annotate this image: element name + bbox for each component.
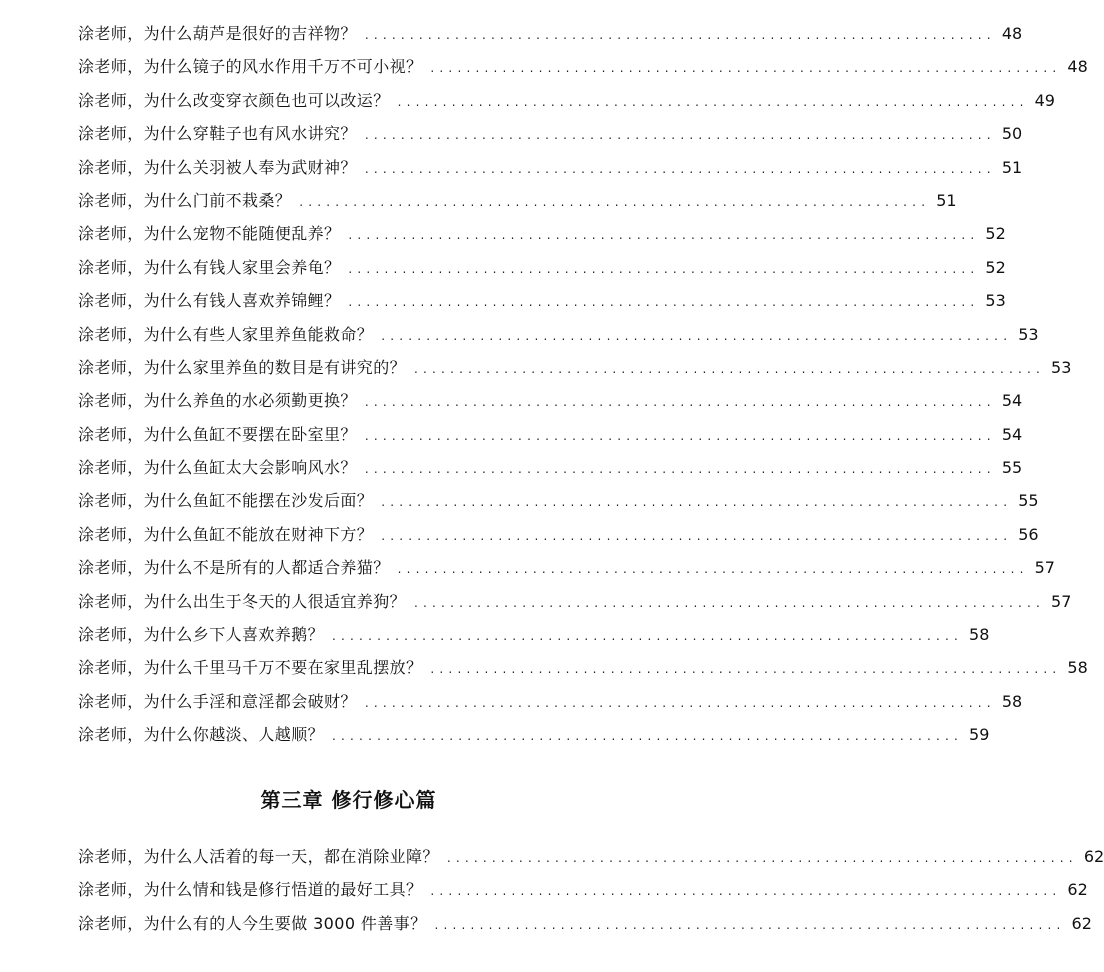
toc-entry-page-number: 52 xyxy=(985,224,1006,244)
toc-dot-leader: ...................................................................... xyxy=(381,528,1013,543)
toc-entry-page-number: 57 xyxy=(1034,558,1055,578)
toc-entry-page-number: 58 xyxy=(1001,691,1023,711)
toc-dot-leader: ...................................................................... xyxy=(299,194,931,209)
toc-entry-title: 涂老师，为什么葫芦是很好的吉祥物？ xyxy=(78,24,357,43)
toc-entry-title: 涂老师，为什么你越淡、人越顺？ xyxy=(78,725,325,745)
toc-entry xyxy=(78,17,1023,50)
toc-entry xyxy=(78,318,1039,351)
toc-entry-page-number: 48 xyxy=(1067,57,1088,77)
toc-dot-leader: ...................................................................... xyxy=(434,917,1066,932)
toc-entry xyxy=(78,873,1088,906)
toc-entry-page-number: 62 xyxy=(1067,880,1088,900)
toc-entry-title: 涂老师，为什么镜子的风水作用千万不可小视？ xyxy=(78,57,423,77)
toc-dot-leader: ...................................................................... xyxy=(430,884,1062,899)
toc-entry xyxy=(78,84,1055,117)
toc-dot-leader: ...................................................................... xyxy=(348,261,980,276)
toc-entry-page-number: 54 xyxy=(1001,391,1023,411)
toc-list-after xyxy=(78,840,1104,940)
toc-entry-title: 涂老师，为什么手淫和意淫都会破财？ xyxy=(78,691,357,711)
toc-entry xyxy=(78,840,1104,873)
toc-entry-page-number: 62 xyxy=(1071,913,1092,933)
toc-entry-page-number: 48 xyxy=(1001,24,1023,43)
toc-entry xyxy=(78,484,1039,517)
toc-dot-leader: ...................................................................... xyxy=(364,428,996,443)
toc-entry-page-number: 53 xyxy=(1051,357,1072,377)
toc-entry xyxy=(78,184,957,217)
toc-entry-title: 涂老师，为什么鱼缸不能摆在沙发后面？ xyxy=(78,491,374,511)
toc-dot-leader: ...................................................................... xyxy=(364,695,996,710)
toc-entry xyxy=(78,451,1023,484)
toc-entry-page-number: 62 xyxy=(1083,847,1104,866)
toc-entry-title: 涂老师，为什么有的人今生要做 3000 件善事？ xyxy=(78,913,427,933)
toc-dot-leader: ...................................................................... xyxy=(414,361,1046,376)
toc-entry-title: 涂老师，为什么有钱人家里会养龟？ xyxy=(78,257,341,277)
toc-dot-leader: ...................................................................... xyxy=(364,28,996,42)
toc-entry-title: 涂老师，为什么出生于冬天的人很适宜养狗？ xyxy=(78,591,407,611)
toc-entry-title: 涂老师，为什么鱼缸不要摆在卧室里？ xyxy=(78,424,357,444)
toc-entry xyxy=(78,50,1088,83)
toc-entry-page-number: 51 xyxy=(1001,157,1023,177)
toc-entry xyxy=(78,117,1023,150)
toc-dot-leader: ...................................................................... xyxy=(397,562,1029,577)
toc-entry-page-number: 55 xyxy=(1001,458,1023,478)
toc-entry xyxy=(78,618,990,651)
toc-entry-title: 涂老师，为什么千里马千万不要在家里乱摆放？ xyxy=(78,658,423,678)
toc-dot-leader: ...................................................................... xyxy=(397,94,1029,109)
toc-entry-title: 涂老师，为什么不是所有的人都适合养猫？ xyxy=(78,558,390,578)
toc-list-before xyxy=(78,17,1088,752)
toc-entry-page-number: 52 xyxy=(985,257,1006,277)
toc-entry xyxy=(78,718,990,751)
toc-dot-leader: ...................................................................... xyxy=(364,161,996,176)
toc-entry-page-number: 59 xyxy=(969,725,990,745)
toc-entry-page-number: 51 xyxy=(936,190,957,210)
toc-entry xyxy=(78,418,1023,451)
toc-entry xyxy=(78,217,1006,250)
toc-entry-page-number: 58 xyxy=(1067,658,1088,678)
toc-dot-leader: ...................................................................... xyxy=(446,851,1078,865)
toc-dot-leader: ...................................................................... xyxy=(364,128,996,143)
toc-entry-title: 涂老师，为什么养鱼的水必须勤更换？ xyxy=(78,391,357,411)
toc-entry xyxy=(78,685,1023,718)
toc-entry-page-number: 58 xyxy=(969,625,990,645)
toc-entry xyxy=(78,907,1092,940)
toc-entry-title: 涂老师，为什么有钱人喜欢养锦鲤？ xyxy=(78,291,341,311)
toc-entry xyxy=(78,651,1088,684)
toc-entry-title: 涂老师，为什么鱼缸太大会影响风水？ xyxy=(78,458,357,478)
toc-dot-leader: ...................................................................... xyxy=(332,729,964,744)
toc-entry-page-number: 56 xyxy=(1018,524,1039,544)
toc-entry-title: 涂老师，为什么门前不栽桑？ xyxy=(78,190,292,210)
toc-dot-leader: ...................................................................... xyxy=(414,595,1046,610)
toc-entry-page-number: 53 xyxy=(1018,324,1039,344)
toc-entry xyxy=(78,384,1023,417)
toc-entry xyxy=(78,251,1006,284)
toc-entry-title: 涂老师，为什么家里养鱼的数目是有讲究的？ xyxy=(78,357,407,377)
toc-dot-leader: ...................................................................... xyxy=(332,629,964,644)
toc-entry-title: 涂老师，为什么情和钱是修行悟道的最好工具？ xyxy=(78,880,423,900)
chapter-heading: 第三章 修行修心篇 xyxy=(260,788,437,812)
toc-dot-leader: ...................................................................... xyxy=(348,295,980,310)
toc-dot-leader: ...................................................................... xyxy=(381,328,1013,343)
toc-dot-leader: ...................................................................... xyxy=(430,61,1062,76)
toc-entry xyxy=(78,551,1055,584)
toc-entry-title: 涂老师，为什么乡下人喜欢养鹅？ xyxy=(78,625,325,645)
toc-entry-title: 涂老师，为什么关羽被人奉为武财神？ xyxy=(78,157,357,177)
toc-entry-page-number: 53 xyxy=(985,291,1006,311)
toc-entry xyxy=(78,151,1023,184)
toc-dot-leader: ...................................................................... xyxy=(364,395,996,410)
toc-dot-leader: ...................................................................... xyxy=(348,228,980,243)
toc-entry xyxy=(78,518,1039,551)
toc-dot-leader: ...................................................................... xyxy=(381,495,1013,510)
toc-entry xyxy=(78,284,1006,317)
toc-entry-page-number: 55 xyxy=(1018,491,1039,511)
toc-entry-page-number: 50 xyxy=(1001,124,1023,144)
toc-entry-page-number: 54 xyxy=(1001,424,1023,444)
toc-dot-leader: ...................................................................... xyxy=(430,662,1062,677)
toc-entry-page-number: 57 xyxy=(1051,591,1072,611)
toc-dot-leader: ...................................................................... xyxy=(364,462,996,477)
toc-entry-title: 涂老师，为什么宠物不能随便乱养？ xyxy=(78,224,341,244)
toc-entry-title: 涂老师，为什么有些人家里养鱼能救命？ xyxy=(78,324,374,344)
toc-entry-title: 涂老师，为什么鱼缸不能放在财神下方？ xyxy=(78,524,374,544)
toc-entry-title: 涂老师，为什么穿鞋子也有风水讲究？ xyxy=(78,124,357,144)
toc-entry-title: 涂老师，为什么改变穿衣颜色也可以改运？ xyxy=(78,90,390,110)
toc-entry xyxy=(78,351,1072,384)
toc-entry-title: 涂老师，为什么人活着的每一天，都在消除业障？ xyxy=(78,847,439,866)
toc-entry xyxy=(78,585,1072,618)
toc-entry-page-number: 49 xyxy=(1034,90,1055,110)
